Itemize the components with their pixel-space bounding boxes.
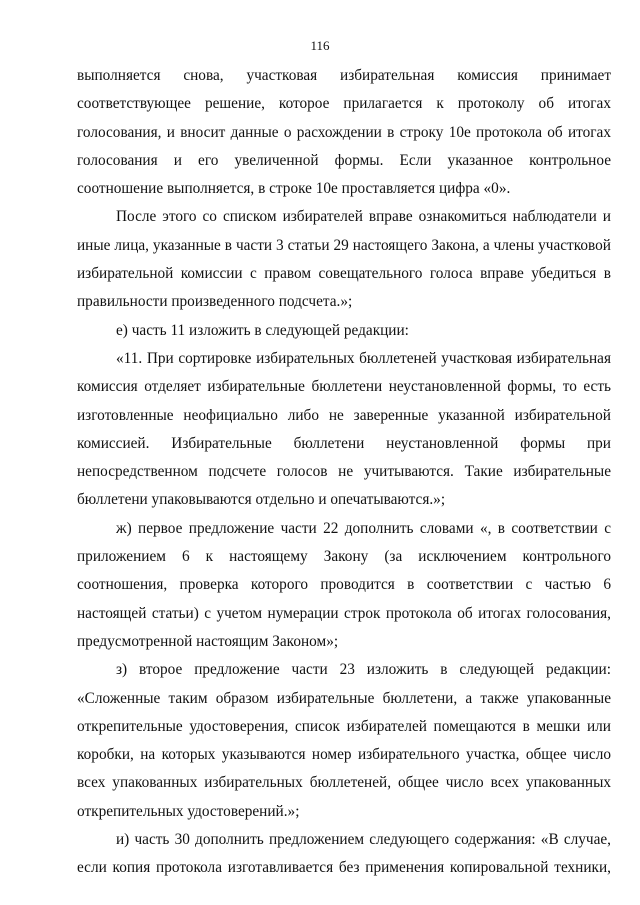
paragraph-observers: После этого со списком избирателей вправе ознакомиться наблюдатели и иные лица, указанные в части 3 статьи 29 настоящего Закона, а члены участковой избирательной комиссии с правом совещательного голоса вправе убедиться в правильности произведенного подсчета.»;	[77, 208, 611, 311]
paragraph-part-11: «11. При сортировке избирательных бюллетеней участковая избирательная комиссия отделяет избирательные бюллетени неустановленной формы, то есть изготовленные неофициально либо не заверенные указанной избирательной комиссией. Избирательные бюллетени неустановленной формы при непосредственном подсчете голосов не учитываются. Такие избирательные бюллетени упаковываются отдельно и опечатываются.»;	[77, 349, 611, 509]
paragraph-item-i: и) часть 30 дополнить предложением следующего содержания: «В случае, если копия протокола изготавливается без применения копировальной техники,	[77, 831, 611, 877]
page-number: 116	[310, 38, 330, 53]
paragraph-item-e: е) часть 11 изложить в следующей редакции:	[116, 321, 409, 339]
paragraph-item-zh: ж) первое предложение части 22 дополнить словами «, в соответствии с приложением 6 к настоящему Закону (за исключением контрольного соотношения, проверка которого проводится в соответствии с частью 6 настоящей статьи) с учетом нумерации строк протокола об итогах голосования, предусмотренной настоящим Законом»;	[77, 519, 611, 650]
document-body	[77, 62, 611, 883]
paragraph-continuation: выполняется снова, участковая избирательная комиссия принимает соответствующее решение, которое прилагается к протоколу об итогах голосования, и вносит данные о расхождении в строку 10е протокола об итогах голосования и его увеличенной формы. Если указанное контрольное соотношение выполняется, в строке 10е проставляется цифра «0».	[77, 67, 611, 198]
paragraph-item-z: з) второе предложение части 23 изложить в следующей редакции: «Сложенные таким образом избирательные бюллетени, а также упакованные открепительные удостоверения, список избирателей помещаются в мешки или коробки, на которых указываются номер избирательного участка, общее число всех упакованных избирательных бюллетеней, общее число всех упакованных открепительных удостоверений.»;	[77, 661, 611, 820]
